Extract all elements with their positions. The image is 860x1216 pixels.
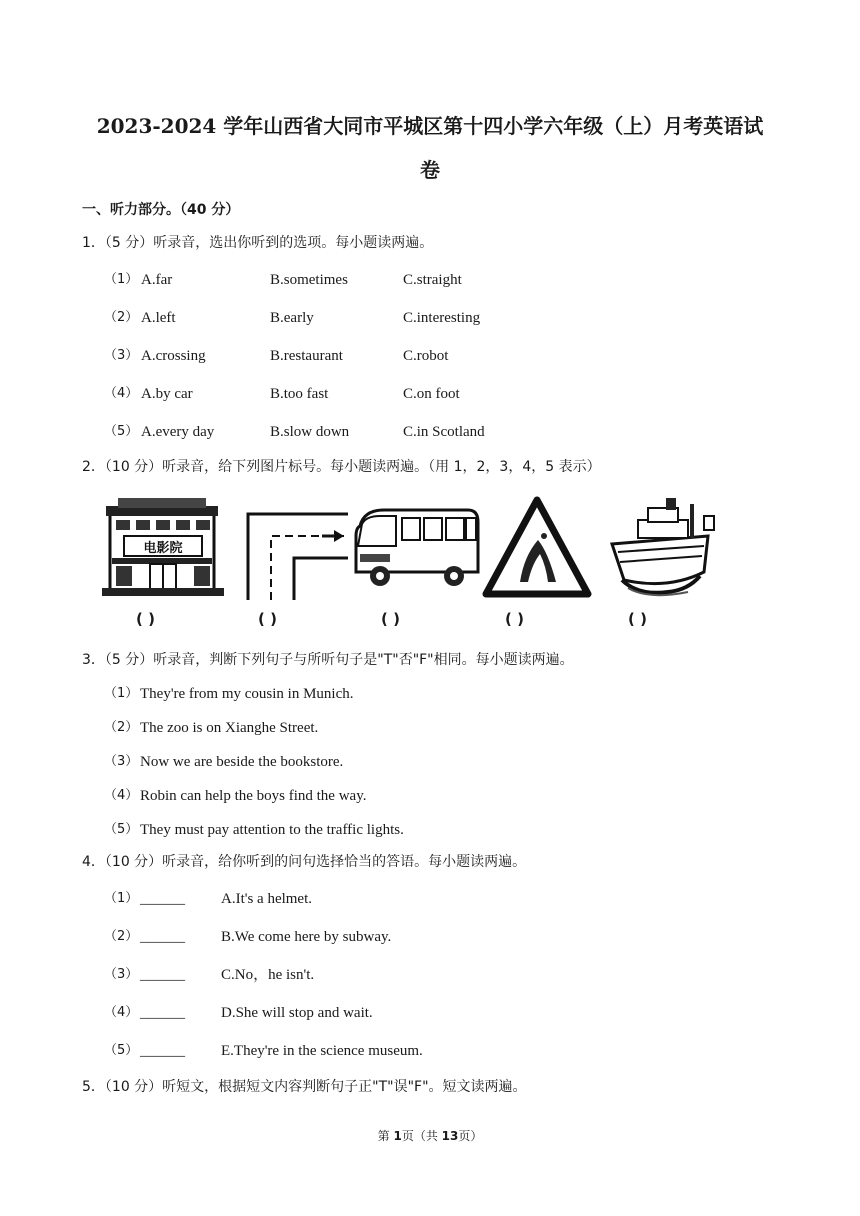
- q4-response-option: D.She will stop and wait.: [221, 1005, 373, 1021]
- q1-item-number: （5）: [104, 424, 139, 439]
- footer-suffix: 页）: [458, 1129, 483, 1143]
- q1-item-number: （3）: [104, 348, 139, 363]
- page-footer: [0, 1127, 860, 1144]
- q4-answer-blank[interactable]: ______: [140, 929, 185, 945]
- bus-picture: [350, 496, 482, 600]
- q3-item-number: （1）: [104, 686, 139, 701]
- q3-item-text: They're from my cousin in Munich.: [140, 686, 354, 702]
- q4-item-number: （2）: [104, 929, 139, 944]
- q4-response-option: B.We come here by subway.: [221, 929, 392, 945]
- q1-option-c: C.straight: [403, 272, 462, 288]
- q4-stem: 4．（10 分）听录音，给你听到的问句选择恰当的答语。每小题读两遍。: [82, 854, 527, 870]
- q1-option-c: C.on foot: [403, 386, 460, 402]
- q3-item-text: Robin can help the boys find the way.: [140, 788, 367, 804]
- q1-option-b: B.restaurant: [270, 348, 343, 364]
- q2-answer-slot[interactable]: ( ): [628, 610, 647, 628]
- q4-item-number: （5）: [104, 1043, 139, 1058]
- q1-option-a: A.crossing: [141, 348, 206, 364]
- q1-option-b: B.too fast: [270, 386, 329, 402]
- q3-item-number: （3）: [104, 754, 139, 769]
- q4-answer-blank[interactable]: ______: [140, 1005, 185, 1021]
- footer-mid: 页（共: [401, 1129, 442, 1143]
- q4-answer-blank[interactable]: ______: [140, 1043, 185, 1059]
- q3-item-number: （4）: [104, 788, 139, 803]
- q2-answer-slot[interactable]: ( ): [136, 610, 155, 628]
- cinema-sign-text: 电影院: [143, 541, 183, 556]
- q2-answer-slot[interactable]: ( ): [505, 610, 524, 628]
- footer-page-number: 1: [393, 1129, 402, 1143]
- q1-option-a: A.by car: [141, 386, 193, 402]
- q1-option-a: A.every day: [141, 424, 215, 440]
- q1-option-a: A.far: [141, 272, 173, 288]
- q4-response-option: E.They're in the science museum.: [221, 1043, 423, 1059]
- section-heading-listening: 一、听力部分。（40 分）: [82, 202, 240, 218]
- q3-item-number: （2）: [104, 720, 139, 735]
- q3-item-text: The zoo is on Xianghe Street.: [140, 720, 319, 736]
- q1-option-c: C.interesting: [403, 310, 481, 326]
- q3-item-text: Now we are beside the bookstore.: [140, 754, 344, 770]
- q5-stem: 5．（10 分）听短文，根据短文内容判断句子正"T"误"F"。短文读两遍。: [82, 1079, 527, 1095]
- footer-prefix: 第: [377, 1129, 394, 1143]
- q1-option-b: B.sometimes: [270, 272, 348, 288]
- q4-item-number: （4）: [104, 1005, 139, 1020]
- q1-option-a: A.left: [141, 310, 176, 326]
- q1-option-c: C.robot: [403, 348, 449, 364]
- q4-answer-blank[interactable]: ______: [140, 891, 185, 907]
- q4-item-number: （1）: [104, 891, 139, 906]
- ship-picture: [608, 496, 720, 600]
- q1-option-c: C.in Scotland: [403, 424, 485, 440]
- title-line-2: 卷: [420, 158, 440, 182]
- title-line-1: 2023-2024 学年山西省大同市平城区第十四小学六年级（上）月考英语试: [96, 114, 764, 138]
- q4-response-option: C.No，he isn't.: [221, 967, 315, 983]
- document-title: [60, 104, 800, 192]
- q1-option-b: B.early: [270, 310, 314, 326]
- q4-response-option: A.It's a helmet.: [221, 891, 313, 907]
- road-turn-picture: [244, 496, 348, 600]
- q1-item-number: （1）: [104, 272, 139, 287]
- q3-stem: 3．（5 分）听录音，判断下列句子与所听句子是"T"否"F"相同。每小题读两遍。: [82, 652, 574, 668]
- q1-item-number: （4）: [104, 386, 139, 401]
- cinema-picture: [102, 496, 224, 600]
- q1-item-number: （2）: [104, 310, 139, 325]
- q4-item-number: （3）: [104, 967, 139, 982]
- q4-answer-blank[interactable]: ______: [140, 967, 185, 983]
- q2-answer-slot[interactable]: ( ): [381, 610, 400, 628]
- q2-answer-slot[interactable]: ( ): [258, 610, 277, 628]
- footer-total-pages: 13: [441, 1129, 459, 1143]
- warning-sign-picture: [482, 496, 592, 600]
- q1-option-b: B.slow down: [270, 424, 350, 440]
- q1-stem: 1．（5 分）听录音，选出你听到的选项。每小题读两遍。: [82, 235, 434, 251]
- q2-stem: 2．（10 分）听录音，给下列图片标号。每小题读两遍。（用 1，2，3，4，5 表示）: [82, 459, 601, 475]
- q3-item-text: They must pay attention to the traffic lights.: [140, 822, 404, 838]
- q3-item-number: （5）: [104, 822, 139, 837]
